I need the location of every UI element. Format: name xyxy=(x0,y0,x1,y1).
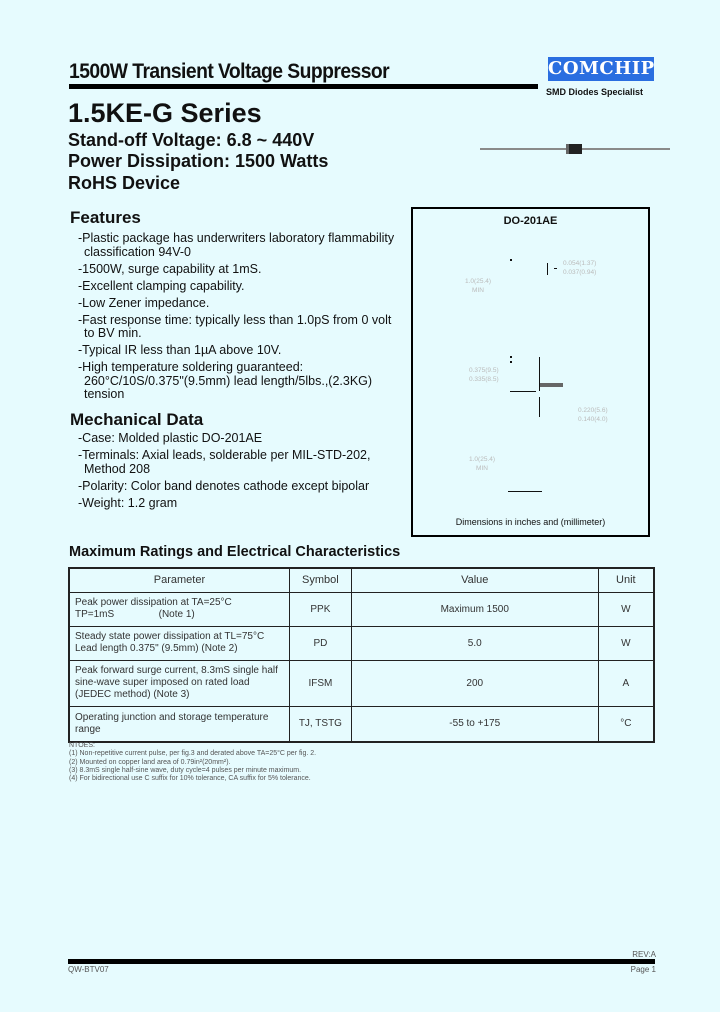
title-divider xyxy=(69,84,538,89)
parameter-cell xyxy=(69,592,289,626)
column-header-parameter: Parameter xyxy=(69,568,289,592)
comchip-logo: COMCHIP xyxy=(548,58,655,79)
feature-item: -Typical IR less than 1µA above 10V. xyxy=(78,343,282,357)
lead-length-bottom-dim xyxy=(469,455,495,473)
symbol-cell: TJ, TSTG xyxy=(289,706,351,742)
diode-lead-right xyxy=(582,148,670,150)
dim-min: MIN xyxy=(476,465,488,472)
note-item: (4) For bidirectional use C suffix for 10% tolerance, CA suffix for 5% tolerance. xyxy=(69,775,311,783)
series-title: 1.5KE-G Series xyxy=(68,98,262,128)
body-edge-line-lower xyxy=(539,397,540,417)
dim-max: 0.220(5.6) xyxy=(578,407,608,414)
dimensions-note: Dimensions in inches and (millimeter) xyxy=(455,517,606,527)
diode-image xyxy=(480,143,670,155)
feature-item: -Plastic package has underwriters laboratory flammability classification 94V-0 xyxy=(78,231,395,259)
rohs-label: RoHS Device xyxy=(68,173,181,193)
dim-min: MIN xyxy=(472,287,484,294)
dim-min: 0.037(0.94) xyxy=(563,269,597,276)
dim-max: 0.375(9.5) xyxy=(469,367,499,374)
table-row xyxy=(69,592,654,626)
mechanical-item: -Terminals: Axial leads, solderable per MIL-STD-202, Method 208 xyxy=(78,448,371,476)
body-length-dim xyxy=(469,366,499,384)
column-header-value: Value xyxy=(351,568,598,592)
note-item: (3) 8.3mS single half-sine wave, duty cycle=4 pulses per minute maximum. xyxy=(69,766,302,774)
note-item: (1) Non-repetitive current pulse, per fig.3 and derated above TA=25°C per fig. 2. xyxy=(69,750,317,758)
symbol-cell: IFSM xyxy=(289,660,351,706)
features-list xyxy=(78,232,398,405)
parameter-text: TP=1mS (Note 1) xyxy=(75,609,195,620)
value-cell: -55 to +175 xyxy=(351,706,598,742)
table-row xyxy=(69,660,654,706)
symbol-cell: PPK xyxy=(289,592,351,626)
parameter-cell xyxy=(69,660,289,706)
column-header-symbol: Symbol xyxy=(289,568,351,592)
notes xyxy=(69,742,316,783)
dim-marker xyxy=(510,356,512,358)
diode-body xyxy=(566,144,582,154)
lead-diameter-dim xyxy=(563,259,596,277)
mechanical-item: -Polarity: Color band denotes cathode except bipolar xyxy=(78,478,370,493)
standoff-voltage: Stand-off Voltage: 6.8 ~ 440V xyxy=(68,130,315,150)
feature-item: -Low Zener impedance. xyxy=(78,295,210,310)
document-title: 1500W Transient Voltage Suppressor xyxy=(69,60,390,83)
table-row xyxy=(69,626,654,660)
unit-cell: A xyxy=(598,660,654,706)
lead-length-top-dim xyxy=(465,277,491,295)
mechanical-item: -Case: Molded plastic DO-201AE xyxy=(78,431,263,445)
dim-value: 1.0(25.4) xyxy=(469,456,496,463)
features-heading: Features xyxy=(70,208,141,227)
table-row xyxy=(69,706,654,742)
value-cell: Maximum 1500 xyxy=(351,592,598,626)
feature-item: -High temperature soldering guaranteed: 260°C/10S/0.375"(9.5mm) lead length/5lbs.,(2.3KG) tension xyxy=(78,360,373,401)
lead-bottom-line xyxy=(508,491,542,492)
notes-heading: NTOES: xyxy=(69,742,95,749)
parameter-text: (JEDEC method) (Note 3) xyxy=(75,689,190,700)
page-number: Page 1 xyxy=(630,965,656,974)
document-id: QW-BTV07 xyxy=(68,965,109,974)
ratings-heading: Maximum Ratings and Electrical Characteristics xyxy=(69,544,401,560)
diode-lead-left xyxy=(480,148,566,150)
package-diagram xyxy=(411,207,650,537)
table-header-row xyxy=(69,568,654,592)
value-cell: 200 xyxy=(351,660,598,706)
symbol-cell: PD xyxy=(289,626,351,660)
parameter-text: Peak forward surge current, 8.3mS single half sine-wave super imposed on rated load xyxy=(75,665,278,688)
feature-item: -Excellent clamping capability. xyxy=(78,278,245,293)
feature-item: -1500W, surge capability at 1mS. xyxy=(78,261,262,276)
power-dissipation: Power Dissipation: 1500 Watts xyxy=(68,151,329,171)
parameter-text: Operating junction and storage temperature range xyxy=(75,711,269,735)
cathode-band xyxy=(540,383,563,387)
parameter-text: Steady state power dissipation at TL=75°C xyxy=(75,631,265,642)
dim-marker xyxy=(510,361,512,363)
column-header-unit: Unit xyxy=(598,568,654,592)
parameter-text: Lead length 0.375" (9.5mm) (Note 2) xyxy=(75,643,238,654)
lead-diameter-arrow xyxy=(554,268,557,269)
feature-item: -Fast response time: typically less than 1.0pS from 0 volt to BV min. xyxy=(78,312,392,340)
unit-cell: °C xyxy=(598,706,654,742)
parameter-text: Peak power dissipation at TA=25°C xyxy=(75,597,232,608)
footer-divider xyxy=(68,959,655,964)
logo-tagline: SMD Diodes Specialist xyxy=(546,87,644,97)
revision-label: REV:A xyxy=(632,950,656,959)
unit-cell: W xyxy=(598,592,654,626)
parameter-cell xyxy=(69,706,289,742)
dim-min: 0.335(8.5) xyxy=(469,376,499,383)
dim-value: 1.0(25.4) xyxy=(465,278,492,285)
dim-max: 0.054(1.37) xyxy=(563,260,597,267)
mechanical-item: -Weight: 1.2 gram xyxy=(78,495,178,510)
body-diameter-dim xyxy=(578,406,608,424)
dim-marker xyxy=(510,259,512,261)
parameter-cell xyxy=(69,626,289,660)
body-length-line xyxy=(510,391,536,392)
note-item: (2) Mounted on copper land area of 0.79in²(20mm²). xyxy=(69,758,231,766)
mechanical-list xyxy=(78,432,398,514)
ratings-table xyxy=(68,567,655,743)
unit-cell: W xyxy=(598,626,654,660)
lead-diameter-line xyxy=(547,263,548,275)
dim-min: 0.140(4.0) xyxy=(578,416,608,423)
value-cell: 5.0 xyxy=(351,626,598,660)
package-title: DO-201AE xyxy=(503,215,558,227)
mechanical-heading: Mechanical Data xyxy=(70,410,204,429)
